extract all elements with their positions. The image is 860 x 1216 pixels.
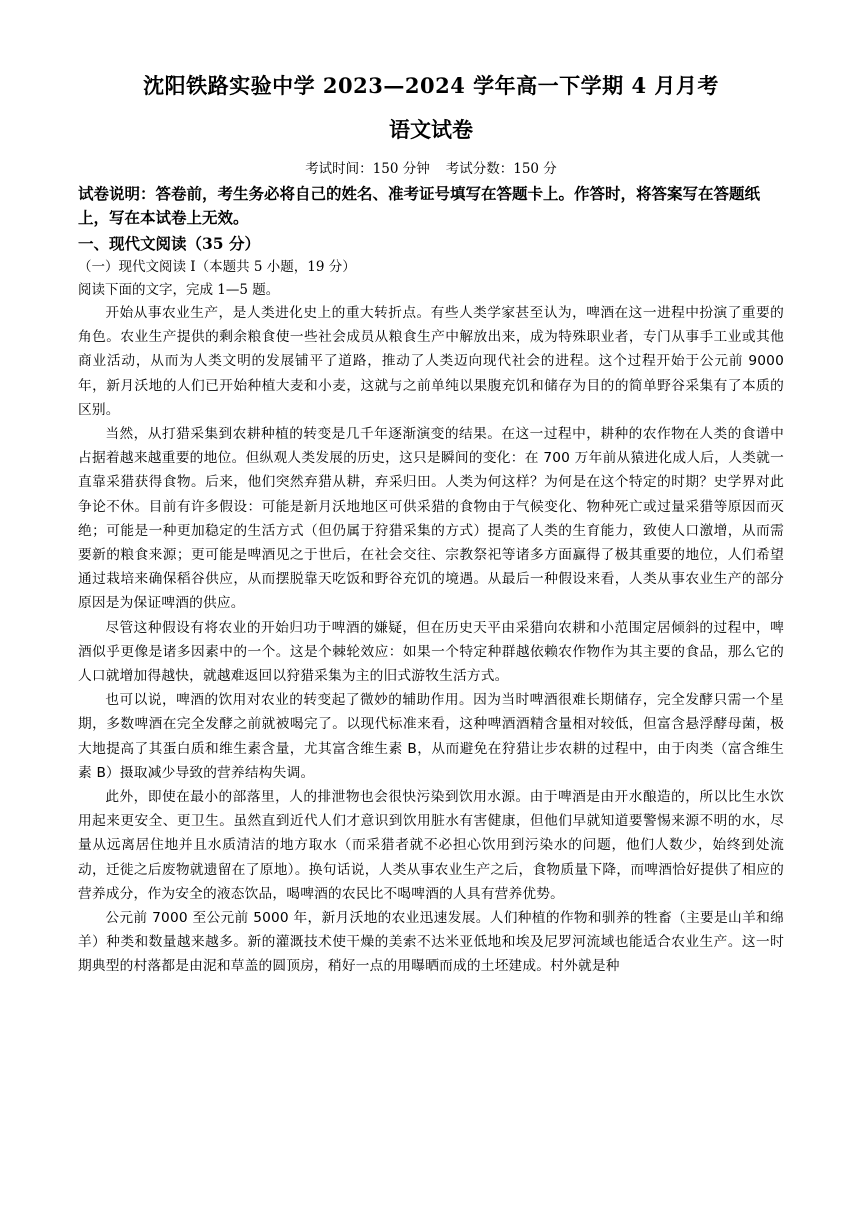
passage-paragraph-5: 此外，即使在最小的部落里，人的排泄物也会很快污染到饮用水源。由于啤酒是由开水酿造的，所以比生水饮用起来更安全、更卫生。虽然直到近代人们才意识到饮用脏水有害健康，但他们早就知道要警惕来源不明的水，尽量从远离居住地并且水质清洁的地方取水（而采猎者就不必担心饮用到污染水的问题，他们人数少，始终到处流动，迁徙之后废物就遗留在了原地）。换句话说，人类从事农业生产之后，食物质量下降，而啤酒恰好提供了相应的营养成分，作为安全的液态饮品，喝啤酒的农民比不喝啤酒的人具有营养优势。 [78, 789, 784, 902]
passage-paragraph-6: 公元前 7000 至公元前 5000 年，新月沃地的农业迅速发展。人们种植的作物和驯养的牲畜（主要是山羊和绵羊）种类和数量越来越多。新的灌溉技术使干燥的美索不达米亚低地和埃及尼罗河流域也能适合农业生产。这一时期典型的村落都是由泥和草盖的圆顶房，稍好一点的用曝晒而成的土坯建成。村外就是种 [78, 910, 784, 975]
exam-title: 沈阳铁路实验中学 2023—2024 学年高一下学期 4 月月考 [143, 73, 719, 98]
exam-time: 考试时间：150 分钟 [305, 161, 430, 177]
exam-info [78, 160, 784, 178]
section-title: 一、现代文阅读（35 分） [78, 234, 260, 253]
passage-paragraph-4: 也可以说，啤酒的饮用对农业的转变起了微妙的辅助作用。因为当时啤酒很难长期储存，完全发酵只需一个星期，多数啤酒在完全发酵之前就被喝完了。以现代标准来看，这种啤酒酒精含量相对较低，但富含悬浮酵母菌，极大地提高了其蛋白质和维生素含量，尤其富含维生素 B，从而避免在狩猎让步农耕的过程中，由于肉类（富含维生素 B）摄取减少导致的营养结构失调。 [78, 692, 784, 781]
subsection-title: （一）现代文阅读 I（本题共 5 小题，19 分） [78, 259, 356, 275]
exam-page [78, 72, 784, 979]
exam-subtitle: 语文试卷 [389, 117, 473, 142]
passage-paragraph-3: 尽管这种假设有将农业的开始归功于啤酒的嫌疑，但在历史天平由采猎向农耕和小范围定居倾斜的过程中，啤酒似乎更像是诸多因素中的一个。这是个棘轮效应：如果一个特定种群越依赖农作物作为其主要的食品，那么它的人口就增加得越快，就越难返回以狩猎采集为主的旧式游牧生活方式。 [78, 619, 784, 685]
passage-paragraph-2: 当然，从打猎采集到农耕种植的转变是几千年逐渐演变的结果。在这一过程中，耕种的农作物在人类的食谱中占据着越来越重要的地位。但纵观人类发展的历史，这只是瞬间的变化：在 700 万年前从猿进化成人后，人类就一直靠采猎获得食物。后来，他们突然弃猎从耕，弃采归田。人类为何这样？为何是在这个特定的时期？史学界对此争论不休。目前有许多假设：可能是新月沃地地区可供采猎的食物由于气候变化、物种死亡或过量采猎等原因而灭绝；可能是一种更加稳定的生活方式（但仍属于狩猎采集的方式）提高了人类的生育能力，致使人口激增，从而需要新的粮食来源；更可能是啤酒见之于世后，在社会交往、宗教祭祀等诸多方面赢得了极其重要的地位，人们希望通过栽培来确保稻谷供应，从而摆脱靠天吃饭和野谷充饥的境遇。从最后一种假设来看，人类从事农业生产的部分原因是为保证啤酒的供应。 [78, 426, 784, 612]
reading-instruction: 阅读下面的文字，完成 1—5 题。 [78, 282, 280, 298]
passage-paragraph-1: 开始从事农业生产，是人类进化史上的重大转折点。有些人类学家甚至认为，啤酒在这一进程中扮演了重要的角色。农业生产提供的剩余粮食使一些社会成员从粮食生产中解放出来，成为特殊职业者，专门从事手工业或其他商业活动，从而为人类文明的发展铺平了道路，推动了人类迈向现代社会的进程。这个过程开始于公元前 9000 年，新月沃地的人们已开始种植大麦和小麦，这就与之前单纯以果腹充饥和储存为目的的简单野谷采集有了本质的区别。 [78, 305, 784, 418]
exam-score: 考试分数：150 分 [445, 161, 557, 177]
exam-notice: 试卷说明：答卷前，考生务必将自己的姓名、准考证号填写在答题卡上。作答时，将答案写在答题纸上，写在本试卷上无效。 [78, 184, 761, 227]
